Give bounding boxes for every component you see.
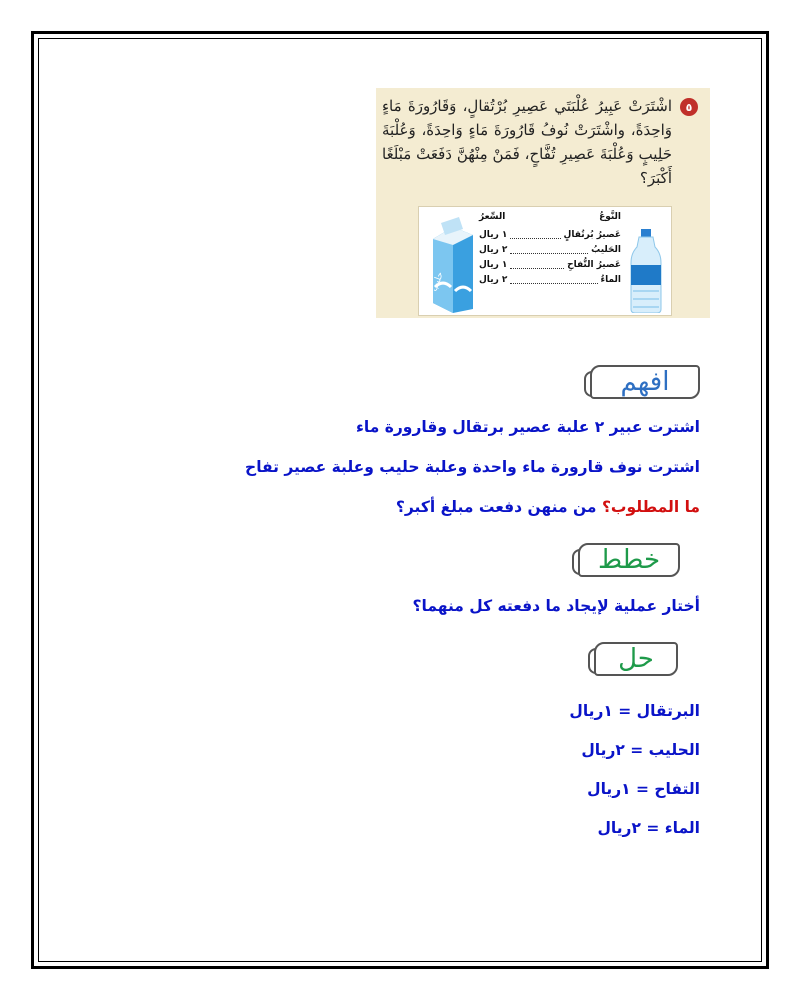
solve-line: الماء = ٢ريال bbox=[597, 819, 700, 837]
solve-line: الحليب = ٢ريال bbox=[581, 741, 700, 759]
price-row: عَصيرُ بُرتُقالٍ ١ ريال bbox=[479, 230, 621, 240]
water-bottle-icon bbox=[627, 229, 665, 313]
section-tag-label: حل bbox=[618, 644, 654, 674]
price-row: الماءُ ٢ ريال bbox=[479, 275, 621, 285]
price-header-price: السِّعرُ bbox=[479, 212, 506, 222]
price-table bbox=[479, 212, 621, 288]
carton-label: حليب bbox=[429, 270, 446, 293]
required-label: ما المطلوب؟ bbox=[601, 498, 700, 516]
understand-line-1: اشترت عبير ٢ علبة عصير برتقال وقارورة ماء bbox=[356, 418, 700, 436]
price-row: الحَليبُ ٢ ريال bbox=[479, 245, 621, 255]
price-list-box bbox=[418, 206, 672, 316]
price-row: عَصيرُ التُّفاحِ ١ ريال bbox=[479, 260, 621, 270]
plan-line: أختار عملية لإيجاد ما دفعته كل منهما؟ bbox=[412, 597, 700, 615]
section-tag-label: خطط bbox=[597, 545, 661, 575]
required-text: من منهن دفعت مبلغ أكبر؟ bbox=[395, 498, 602, 516]
milk-carton-icon bbox=[429, 217, 477, 313]
solve-line: البرتقال = ١ريال bbox=[569, 702, 700, 720]
section-tag-plan bbox=[578, 543, 680, 577]
problem-number: ٥ bbox=[680, 98, 698, 116]
solve-line: التفاح = ١ريال bbox=[587, 780, 700, 798]
price-header-type: النَّوعُ bbox=[599, 212, 621, 222]
problem-image bbox=[376, 88, 710, 318]
section-tag-label: افهم bbox=[620, 367, 670, 397]
section-tag-understand bbox=[590, 365, 700, 399]
section-tag-solve bbox=[594, 642, 678, 676]
understand-line-2: اشترت نوف قارورة ماء واحدة وعلبة حليب وعلبة عصير تفاح bbox=[245, 458, 700, 476]
understand-question-line bbox=[396, 498, 700, 516]
problem-text: اشْتَرَتْ عَبِيرُ عُلْبَتَي عَصِيرِ بُرْتُقالٍ، وَقَارُورَةَ مَاءٍ وَاحِدَةً، واشْتَرَتْ نُوفُ قَارُورَةَ مَاءٍ وَاحِدَةً، وَعُلْبَةَ حَلِيبٍ وَعُلْبَةَ عَصِيرِ تُفَّاحٍ، فَمَنْ مِنْهُنَّ دَفَعَتْ مَبْلَغًا أَكْبَرَ؟ bbox=[382, 97, 672, 187]
